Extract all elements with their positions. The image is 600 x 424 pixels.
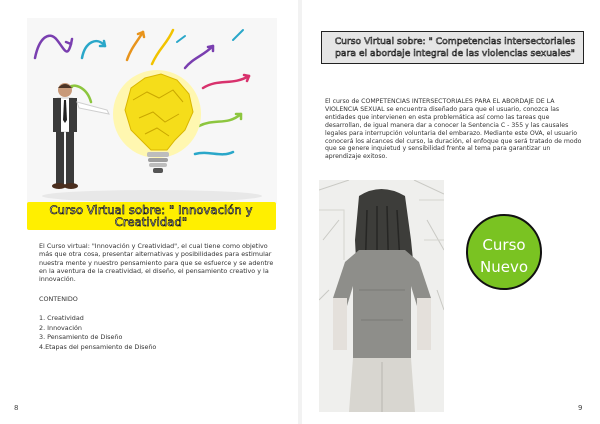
contents-list [39,314,156,352]
list-item: 1. Creatividad [39,314,84,322]
course-description: El curso de COMPETENCIAS INTERSECTORIALES PARA EL ABORDAJE DE LA VIOLENCIA SEXUAL se encuentra diseñado para que el usuario, conozca las entidades que intervienen en esta problemática así como las tareas que desarrollan, de igual manera dar a conocer la Sentencia C - 355 y las causales legales para interrupción voluntaria del embarazo. Mediante este OVA, el usuario conocerá los alcances del curso, la duración, el enfoque que será tratado de modo que se genere inquietud y sensibilidad frente al tema para garantizar un aprendizaje exitoso. [325,98,582,161]
page-number: 9 [578,404,583,412]
innovation-illustration [27,18,277,204]
course-title: Curso Virtual sobre: " Innovación y Creatividad" [49,203,253,229]
badge-label [468,234,540,278]
course-description [39,242,279,289]
list-item: 4.Etapas del pensamiento de Diseño [39,342,157,351]
badge-line-1: Curso [482,236,526,254]
list-item: 2. Innovación [39,323,82,332]
badge-line-2: Nuevo [479,258,528,276]
page-number: 8 [14,404,19,412]
course-title-box [321,31,584,64]
intro-paragraph: El Curso virtual: "Innovación y Creatividad", el cual tiene como objetivo más que otra cosa, presentar alternativas y posibilidades para estimular nuestra mente y nuestro pensamiento para que se esfuerce y se adentre en la aventura de la creatividad, el diseño, el pensamiento creativo y la innovación. [39,242,274,284]
course-title: Curso Virtual sobre: " Competencias intersectoriales para el abordaje integral de las violencias sexuales" [334,36,576,59]
course-title-banner [27,202,276,230]
contents-heading: CONTENIDO [39,295,78,303]
list-item: 3. Pensamiento de Diseño [39,333,123,342]
right-page [302,0,600,424]
left-page [0,0,298,424]
new-course-badge [466,214,542,290]
sketch-woman-photo [319,180,444,412]
